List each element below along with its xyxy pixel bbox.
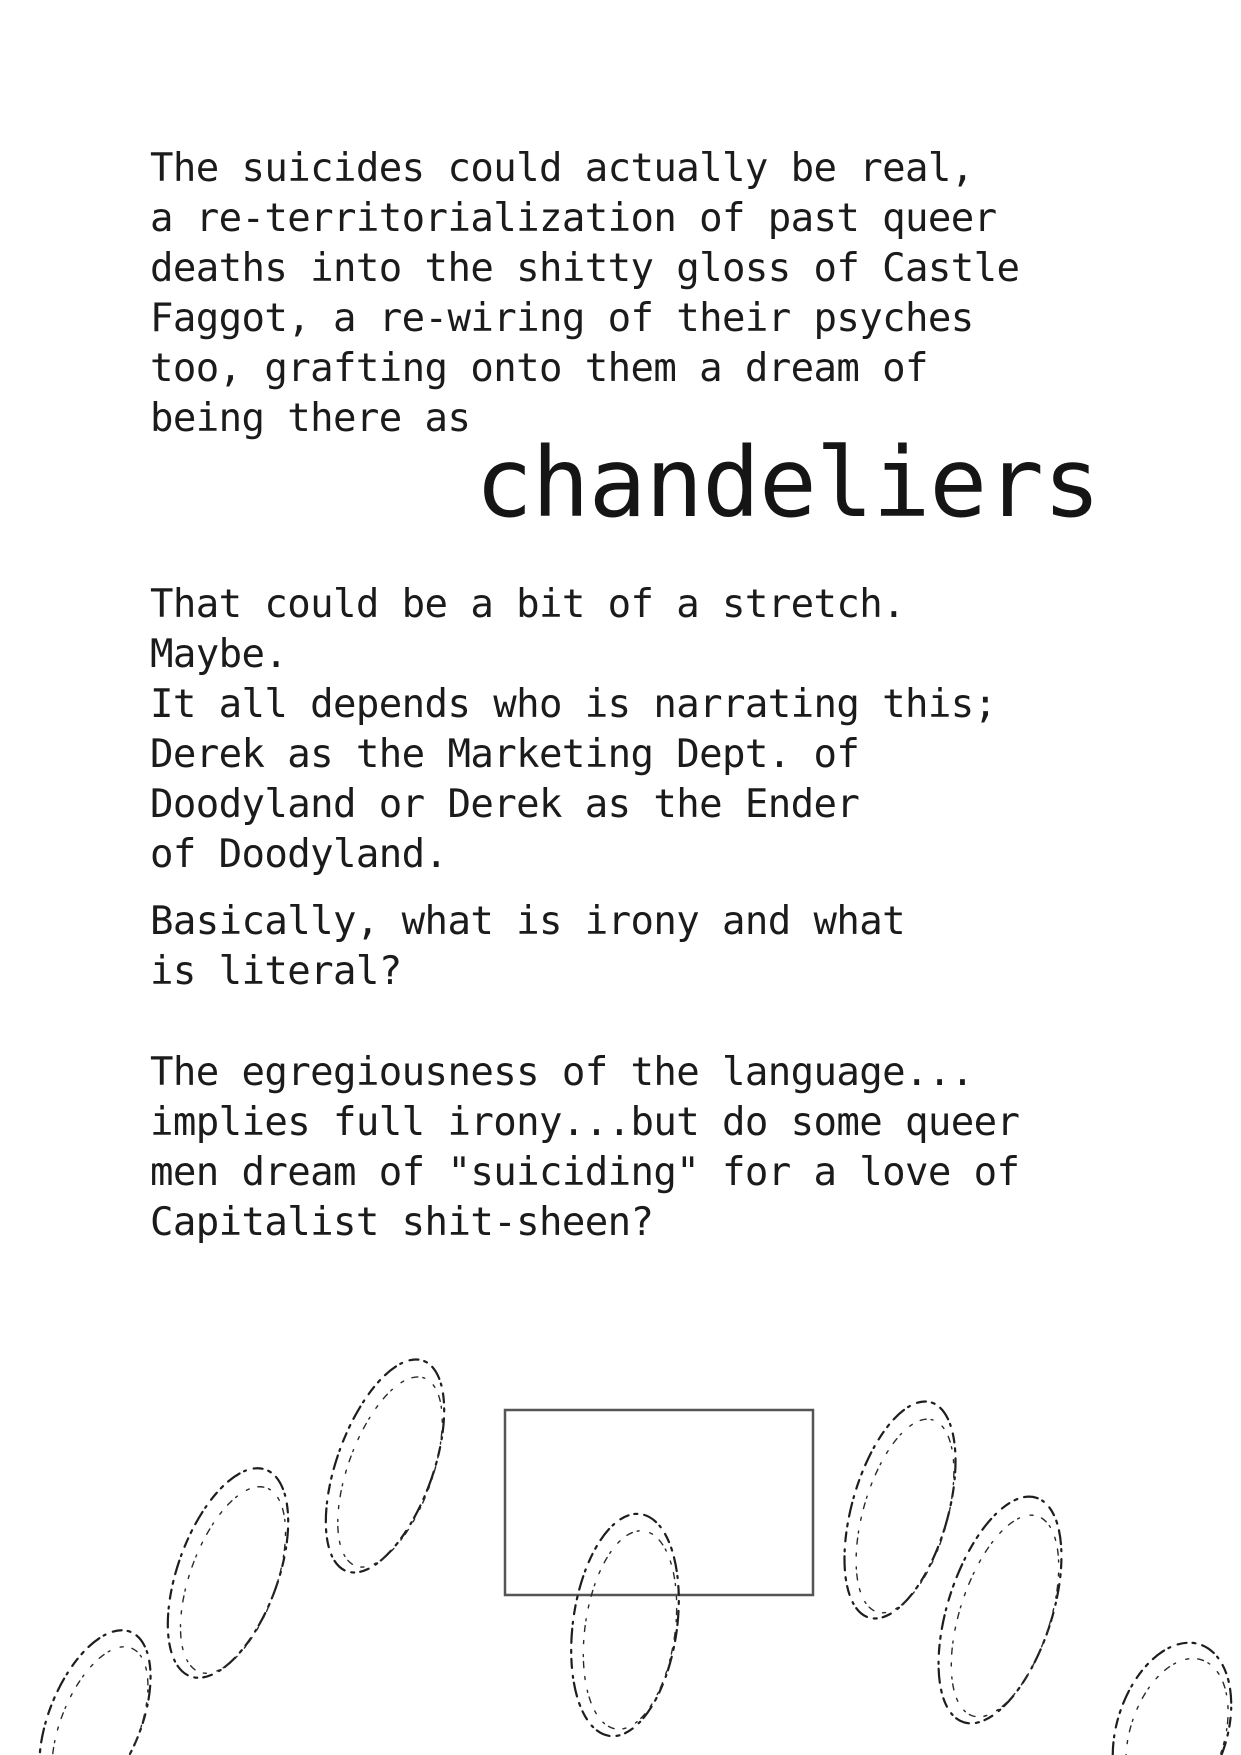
text-line: That could be a bit of a stretch. [150,582,906,627]
paragraph-irony [150,897,905,997]
text-line: Doodyland or Derek as the Ender [150,782,860,827]
text-line: Capitalist shit-sheen? [150,1200,654,1245]
text-line: Basically, what is irony and what [150,899,906,944]
dotted-oval [914,1482,1086,1739]
dotted-oval [17,1615,173,1755]
text-line: of Doodyland. [150,832,448,877]
text-line: Faggot, a re-wiring of their psyches [150,296,974,341]
paragraph-suicides [150,144,1019,444]
text-line: men dream of "suiciding" for a love of [150,1150,1020,1195]
rectangle-frame [505,1410,813,1595]
dotted-oval [1092,1627,1241,1755]
text-line: being there as [150,396,471,441]
text-line: deaths into the shitty gloss of Castle [150,246,1020,291]
text-line: too, grafting onto them a dream of [150,346,928,391]
dotted-oval [143,1453,312,1694]
text-line: Maybe. [150,632,288,677]
text-line: is literal? [150,949,402,994]
text-line: a re-territorialization of past queer [150,196,997,241]
paragraph-stretch [150,580,997,880]
text-line: Derek as the Marketing Dept. of [150,732,860,777]
text-line: implies full irony...but do some queer [150,1100,1020,1145]
dotted-oval [558,1507,692,1743]
paragraph-egregiousness [150,1048,1019,1248]
text-line: The suicides could actually be real, [150,146,974,191]
dotted-oval [302,1344,469,1587]
dotted-oval [823,1389,977,1631]
text-line: The egregiousness of the language... [150,1050,974,1095]
chandeliers-heading: chandeliers [475,427,1100,539]
text-line: It all depends who is narrating this; [150,682,997,727]
